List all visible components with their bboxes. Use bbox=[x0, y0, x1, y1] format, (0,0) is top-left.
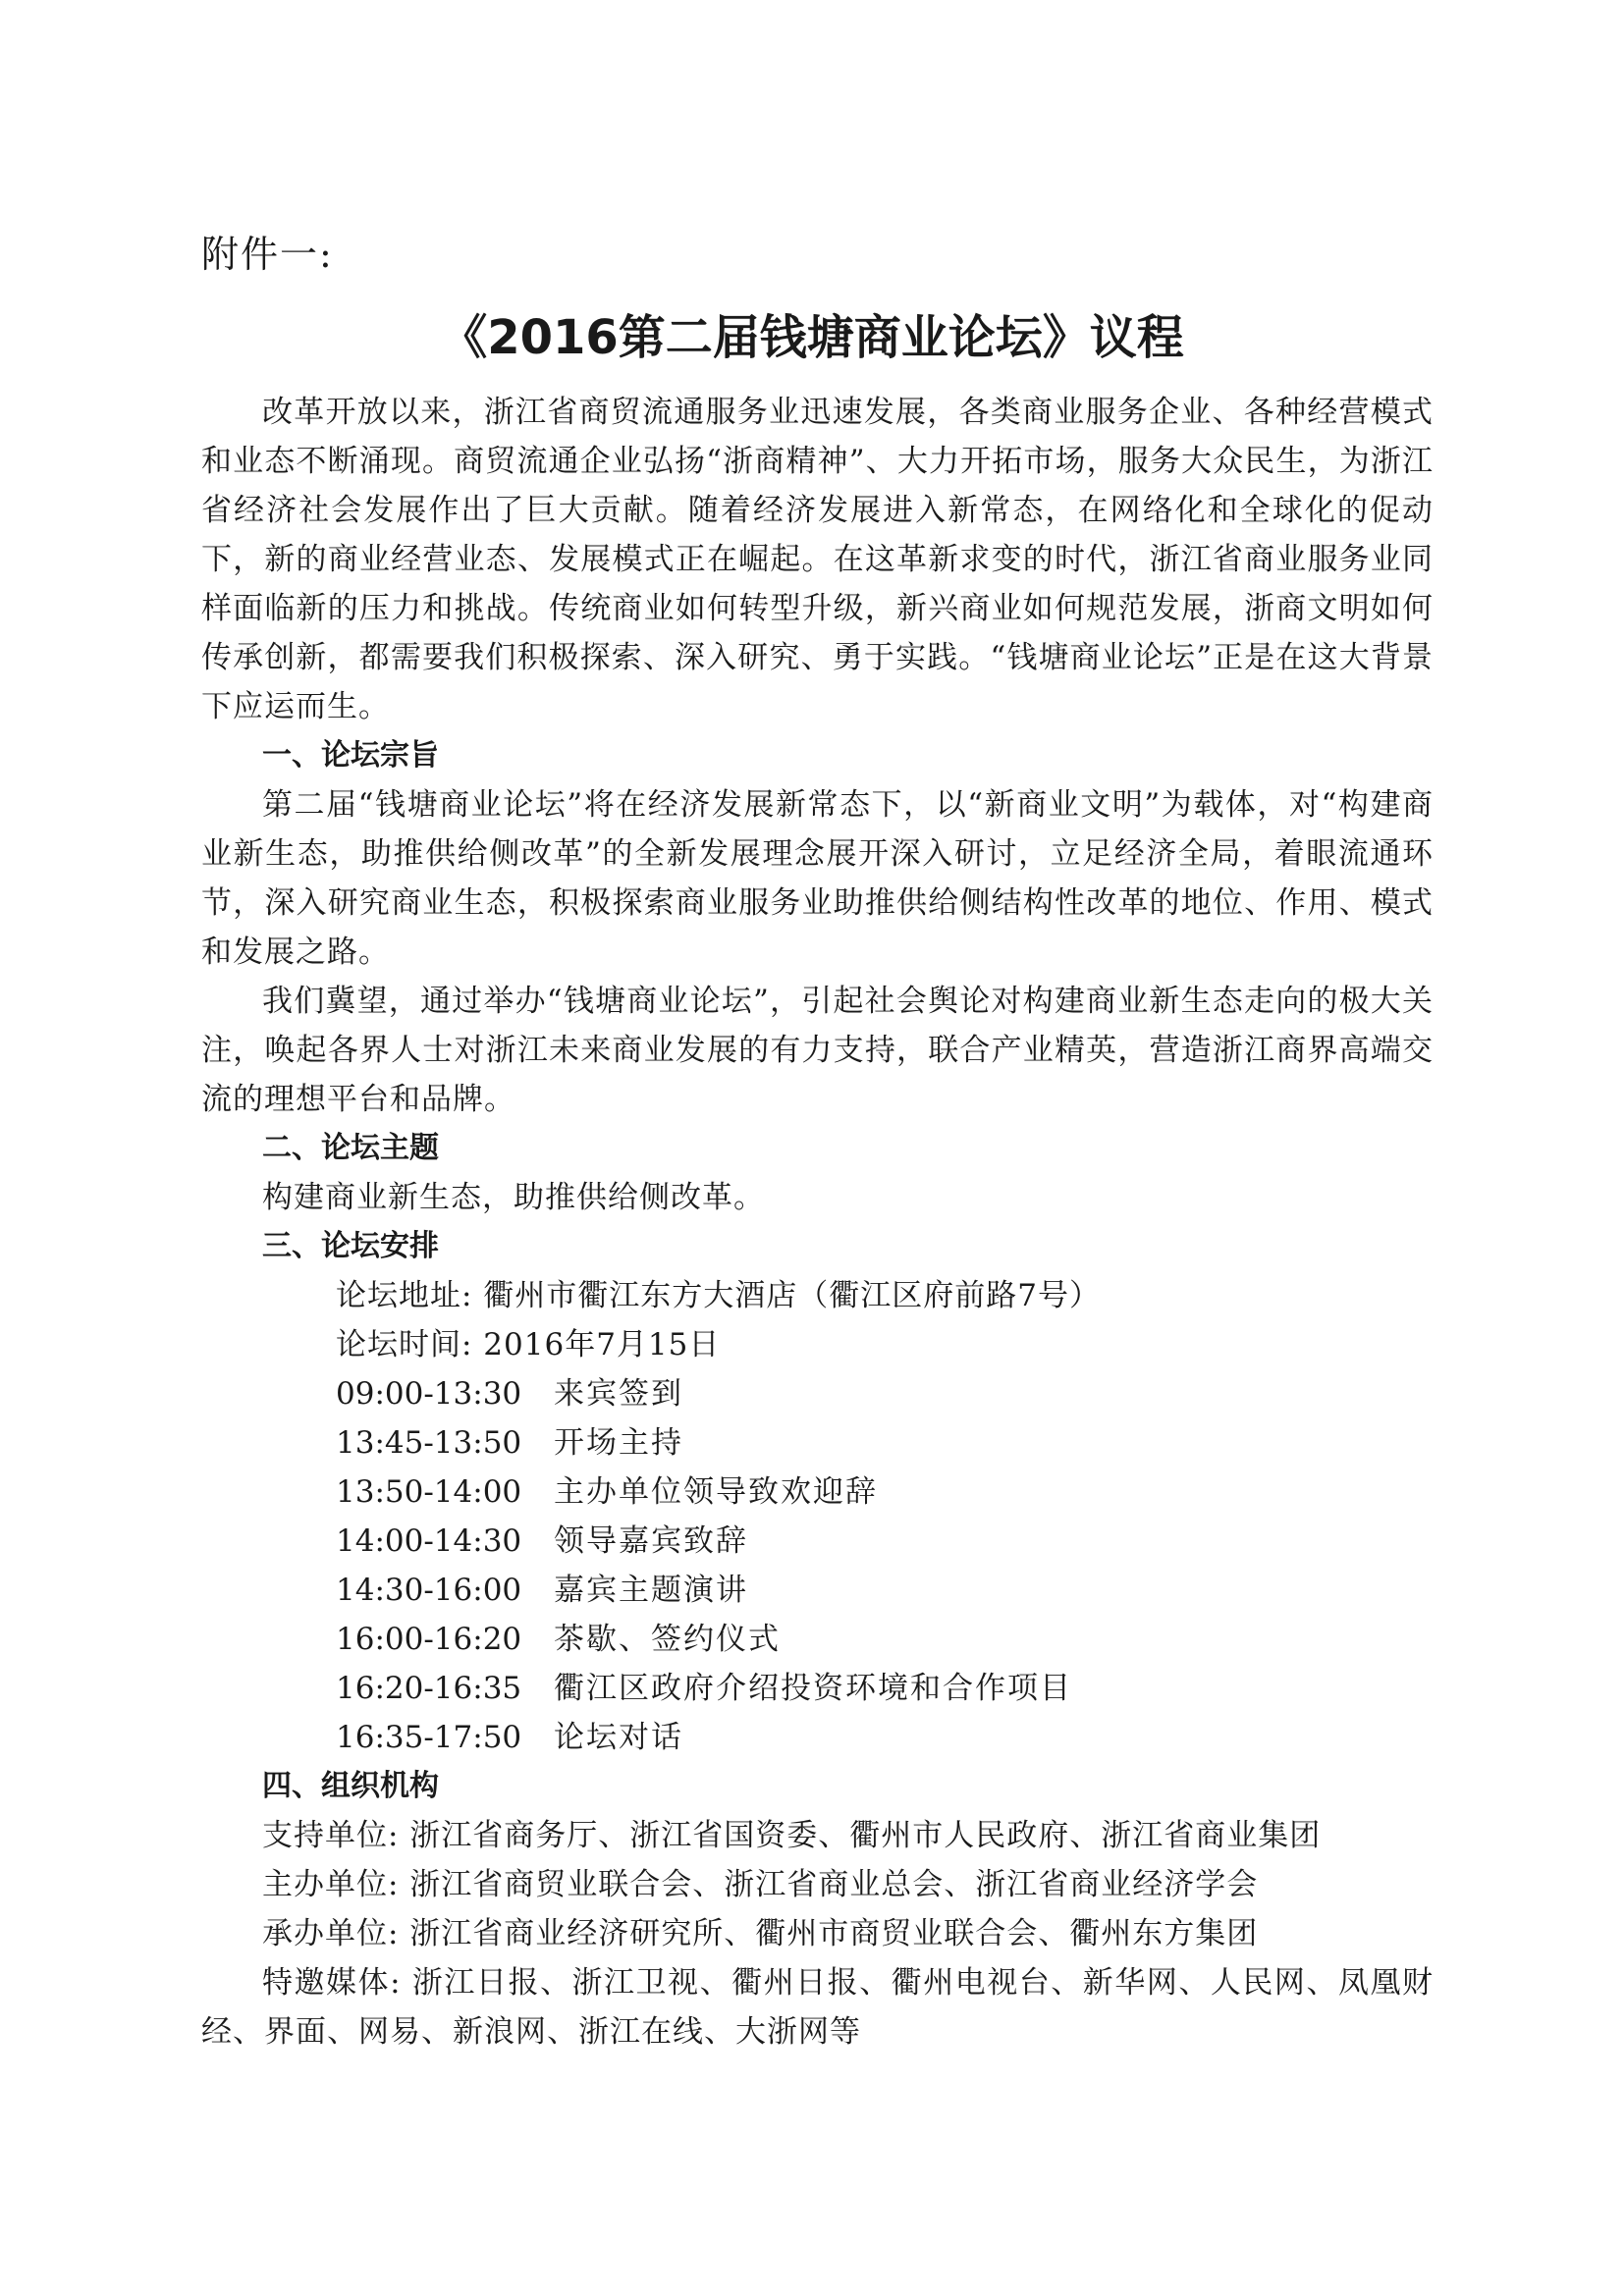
schedule-event: 主办单位领导致欢迎辞 bbox=[554, 1474, 878, 1510]
purpose-paragraph-2: 我们冀望，通过举办“钱塘商业论坛”，引起社会舆论对构建商业新生态走向的极大关注，唤起各界人士对浙江未来商业发展的有力支持，联合产业精英，营造浙江商界高端交流的理想平台和品牌。 bbox=[201, 984, 1434, 1117]
schedule-event: 开场主持 bbox=[554, 1425, 683, 1461]
support-units: 支持单位: 浙江省商务厅、浙江省国资委、衢州市人民政府、浙江省商业集团 bbox=[262, 1818, 1322, 1853]
section-heading-organization: 四、组织机构 bbox=[262, 1769, 439, 1803]
host-units: 主办单位: 浙江省商贸业联合会、浙江省商业总会、浙江省商业经济学会 bbox=[262, 1867, 1259, 1902]
schedule-time: 16:00-16:20 bbox=[336, 1622, 522, 1657]
schedule-event: 来宾签到 bbox=[554, 1376, 683, 1412]
schedule-item bbox=[201, 1713, 1434, 1762]
schedule-item bbox=[201, 1566, 1434, 1615]
section-heading-purpose: 一、论坛宗旨 bbox=[262, 738, 439, 773]
purpose-paragraph-1: 第二届“钱塘商业论坛”将在经济发展新常态下，以“新商业文明”为载体，对“构建商业新生态，助推供给侧改革”的全新发展理念展开深入研讨，立足经济全局，着眼流通环节，深入研究商业生态，积极探索商业服务业助推供给侧结构性改革的地位、作用、模式和发展之路。 bbox=[201, 787, 1434, 970]
schedule-event: 茶歇、签约仪式 bbox=[554, 1622, 781, 1657]
schedule-event: 嘉宾主题演讲 bbox=[554, 1573, 748, 1608]
section-heading-theme: 二、论坛主题 bbox=[262, 1131, 439, 1165]
schedule-time: 14:30-16:00 bbox=[336, 1573, 522, 1608]
section-heading-arrangement: 三、论坛安排 bbox=[262, 1229, 439, 1263]
schedule-time: 16:35-17:50 bbox=[336, 1720, 522, 1755]
schedule-event: 论坛对话 bbox=[554, 1720, 683, 1755]
schedule-time: 13:50-14:00 bbox=[336, 1474, 522, 1510]
forum-address: 论坛地址: 衢州市衢江东方大酒店（衢江区府前路7号） bbox=[336, 1278, 1102, 1313]
schedule-time: 14:00-14:30 bbox=[336, 1523, 522, 1559]
schedule-list bbox=[201, 1369, 1434, 1762]
schedule-time: 09:00-13:30 bbox=[336, 1376, 522, 1412]
schedule-event: 衢江区政府介绍投资环境和合作项目 bbox=[554, 1671, 1072, 1706]
invited-media: 特邀媒体: 浙江日报、浙江卫视、衢州日报、衢州电视台、新华网、人民网、凤凰财经、界面、网易、新浪网、浙江在线、大浙网等 bbox=[201, 1965, 1434, 2050]
schedule-item bbox=[201, 1664, 1434, 1713]
document-title: 《2016第二届钱塘商业论坛》议程 bbox=[440, 310, 1184, 365]
forum-date: 论坛时间: 2016年7月15日 bbox=[336, 1327, 721, 1362]
theme-text: 构建商业新生态，助推供给侧改革。 bbox=[262, 1180, 765, 1215]
organizer-units: 承办单位: 浙江省商业经济研究所、衢州市商贸业联合会、衢州东方集团 bbox=[262, 1916, 1259, 1951]
schedule-item bbox=[201, 1418, 1434, 1468]
schedule-event: 领导嘉宾致辞 bbox=[554, 1523, 748, 1559]
schedule-time: 16:20-16:35 bbox=[336, 1671, 522, 1706]
schedule-item bbox=[201, 1615, 1434, 1664]
attachment-label: 附件一: bbox=[201, 233, 334, 276]
document-body bbox=[201, 388, 1434, 2056]
intro-paragraph: 改革开放以来，浙江省商贸流通服务业迅速发展，各类商业服务企业、各种经营模式和业态不断涌现。商贸流通企业弘扬“浙商精神”、大力开拓市场，服务大众民生，为浙江省经济社会发展作出了巨大贡献。随着经济发展进入新常态，在网络化和全球化的促动下，新的商业经营业态、发展模式正在崛起。在这革新求变的时代，浙江省商业服务业同样面临新的压力和挑战。传统商业如何转型升级，新兴商业如何规范发展，浙商文明如何传承创新，都需要我们积极探索、深入研究、勇于实践。“钱塘商业论坛”正是在这大背景下应运而生。 bbox=[201, 395, 1434, 724]
schedule-item bbox=[201, 1517, 1434, 1566]
schedule-item bbox=[201, 1369, 1434, 1418]
schedule-item bbox=[201, 1468, 1434, 1517]
schedule-time: 13:45-13:50 bbox=[336, 1425, 522, 1461]
